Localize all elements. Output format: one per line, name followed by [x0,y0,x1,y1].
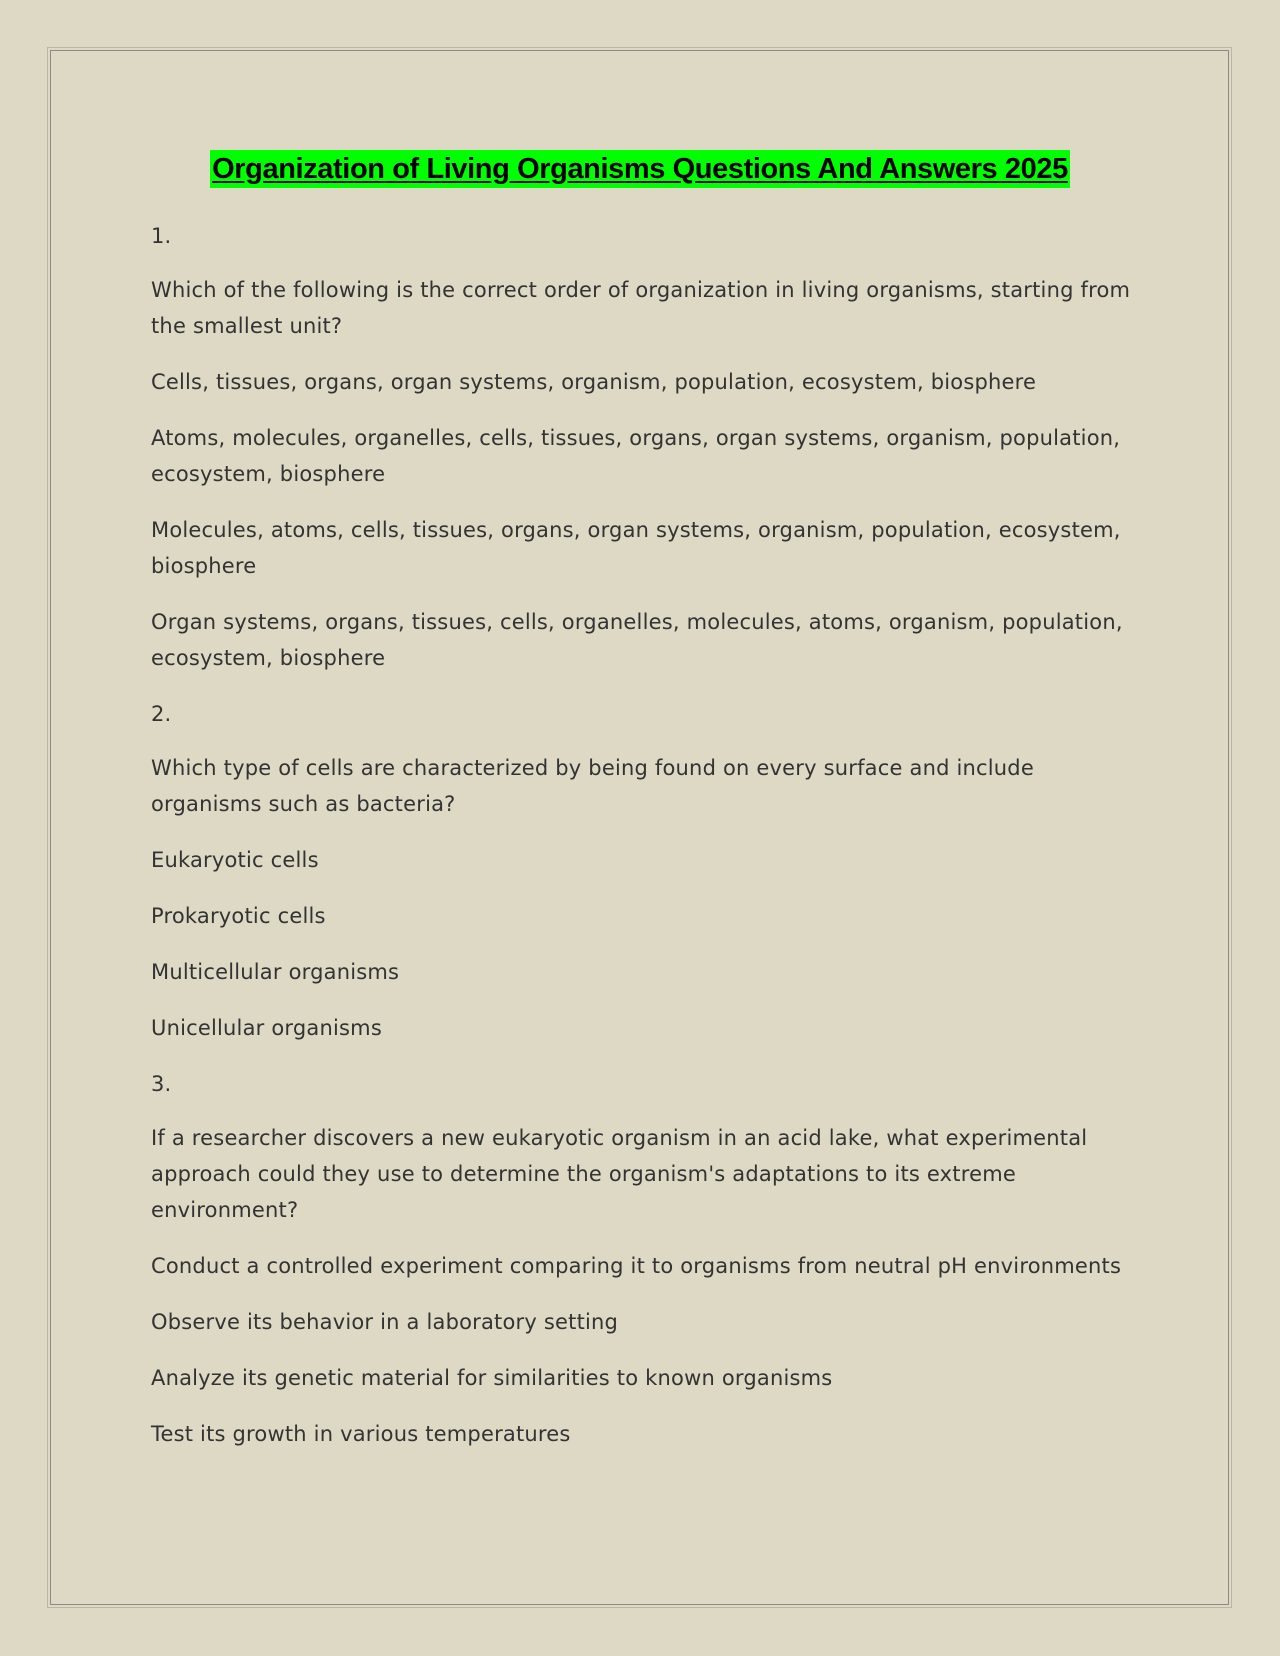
answer-option: Molecules, atoms, cells, tissues, organs, organ systems, organism, population, ecosystem, biosphere [151,518,1121,578]
answer-option: Prokaryotic cells [151,904,326,928]
answer-option: Eukaryotic cells [151,848,319,872]
answer-option: Organ systems, organs, tissues, cells, organelles, molecules, atoms, organism, population, ecosystem, biosphere [151,610,1123,670]
question-number: 1. [151,224,172,248]
question-text: Which of the following is the correct order of organization in living organisms, starting from the smallest unit? [151,278,1131,338]
answer-option: Multicellular organisms [151,960,400,984]
question-number: 2. [151,702,172,726]
answer-option: Atoms, molecules, organelles, cells, tissues, organs, organ systems, organism, population, ecosystem, biosphere [151,426,1121,486]
document-body [151,218,1131,1472]
answer-option: Unicellular organisms [151,1016,382,1040]
answer-option: Observe its behavior in a laboratory setting [151,1310,619,1334]
answer-option: Conduct a controlled experiment comparing it to organisms from neutral pH environments [151,1254,1122,1278]
question-text: Which type of cells are characterized by being found on every surface and include organisms such as bacteria? [151,756,1034,816]
question-text: If a researcher discovers a new eukaryotic organism in an acid lake, what experimental approach could they use to determine the organism's adaptations to its extreme environment? [151,1126,1088,1222]
document-title: Organization of Living Organisms Questions And Answers 2025 [210,150,1070,188]
answer-option: Cells, tissues, organs, organ systems, organism, population, ecosystem, biosphere [151,370,1037,394]
answer-option: Test its growth in various temperatures [151,1422,571,1446]
question-number: 3. [151,1072,172,1096]
title-wrap [0,150,1280,188]
answer-option: Analyze its genetic material for similarities to known organisms [151,1366,833,1390]
